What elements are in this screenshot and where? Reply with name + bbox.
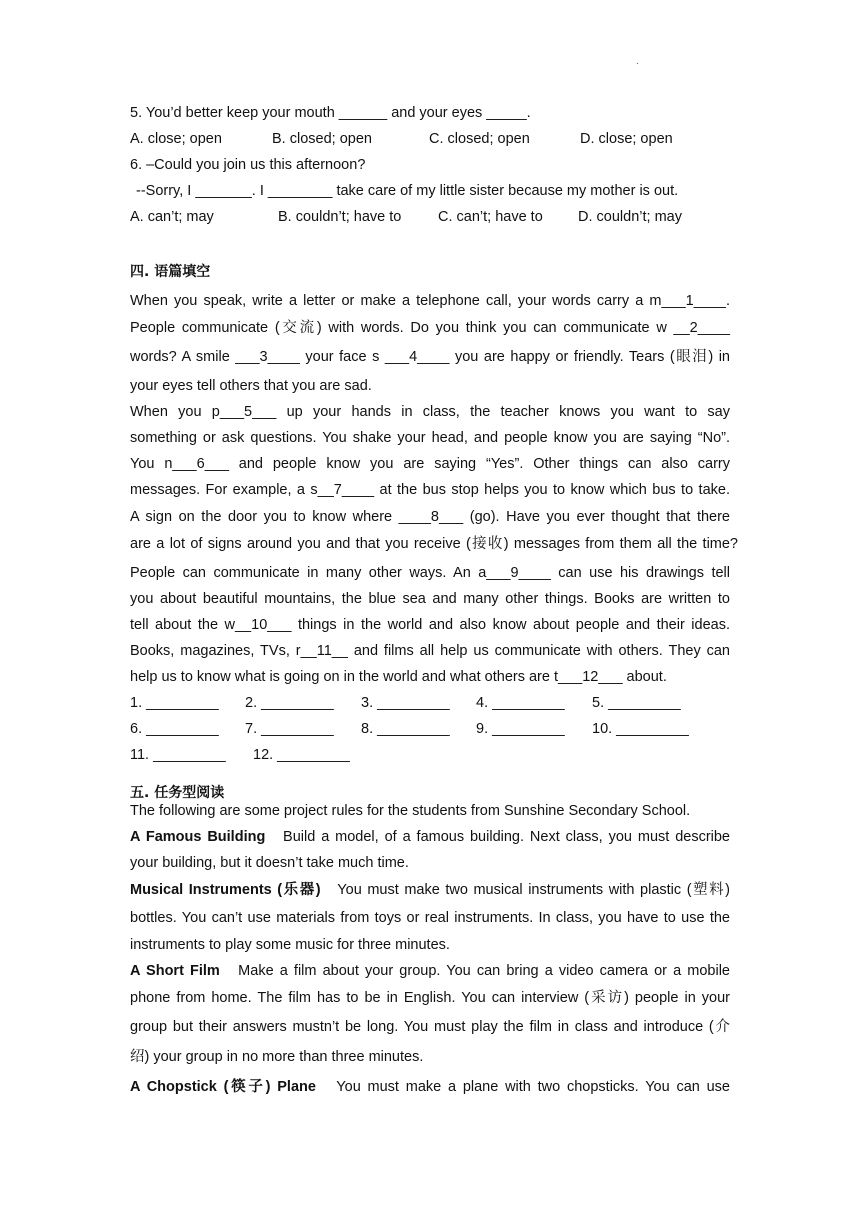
section-5-heading: 五. 任务型阅读 (130, 785, 225, 801)
q5-option-a: A. close; open (130, 131, 222, 147)
q6-option-a: A. can’t; may (130, 209, 214, 225)
q5-option-c: C. closed; open (429, 131, 530, 147)
cloze-line: are a lot of signs around you and that you receive (接收) messages from them all the time? (130, 536, 738, 552)
answer-blank-8[interactable]: 8. _________ (361, 721, 450, 737)
answer-blank-9[interactable]: 9. _________ (476, 721, 565, 737)
cloze-line: your eyes tell others that you are sad. (130, 378, 372, 394)
cloze-line: words? A smile ___3____ your face s ___4____ you are happy or friendly. Tears (眼泪) in (130, 349, 730, 365)
cloze-line: you about beautiful mountains, the blue sea and many other things. Books are written to (130, 591, 730, 607)
project-title: A Chopstick (筷子) Plane (130, 1079, 316, 1095)
question-6-reply: --Sorry, I _______. I ________ take care of my little sister because my mother is out. (136, 183, 679, 199)
cloze-line: messages. For example, a s__7____ at the bus stop helps you to know which bus to take. (130, 482, 730, 498)
q5-option-b: B. closed; open (272, 131, 372, 147)
answer-blank-7[interactable]: 7. _________ (245, 721, 334, 737)
project-text: You must make a plane with two chopsticks. You can use (336, 1079, 730, 1095)
cloze-line: Books, magazines, TVs, r__11__ and films all help us communicate with others. They can (130, 643, 730, 659)
task-intro: The following are some project rules for the students from Sunshine Secondary School. (130, 803, 691, 819)
cloze-line: help us to know what is going on in the world and what others are t___12___ about. (130, 669, 667, 685)
section-4-heading: 四. 语篇填空 (130, 264, 211, 280)
project-title: A Short Film (130, 963, 220, 979)
project-text: 绍) your group in no more than three minutes. (130, 1049, 424, 1065)
project-title: A Famous Building (130, 829, 266, 845)
project-text: your building, but it doesn’t take much time. (130, 855, 409, 871)
project-text: You must make two musical instruments with plastic (塑料) (337, 882, 730, 898)
question-5: 5. You’d better keep your mouth ______ and your eyes _____. (130, 105, 531, 121)
project-text: bottles. You can’t use materials from toys or real instruments. In class, you have to use the (130, 910, 730, 926)
cloze-line: When you speak, write a letter or make a telephone call, your words carry a m___1____. (130, 293, 730, 309)
project-musical-instruments (130, 881, 730, 899)
answer-blank-10[interactable]: 10. _________ (592, 721, 689, 737)
cloze-line: A sign on the door you to know where ____8___ (go). Have you ever thought that there (130, 509, 730, 525)
answer-blank-11[interactable]: 11. _________ (130, 747, 226, 763)
cloze-line: something or ask questions. You shake your head, and people know you are saying “No”. (130, 430, 730, 446)
project-chopstick-plane (130, 1078, 730, 1096)
project-text: group but their answers mustn’t be long. You must play the film in class and introduce (介 (130, 1019, 730, 1035)
project-text: Make a film about your group. You can bring a video camera or a mobile (238, 963, 731, 979)
answer-blank-2[interactable]: 2. _________ (245, 695, 334, 711)
answer-blank-1[interactable]: 1. _________ (130, 695, 219, 711)
q6-option-d: D. couldn’t; may (578, 209, 682, 225)
page-marker: . (636, 56, 639, 67)
q6-option-c: C. can’t; have to (438, 209, 543, 225)
project-short-film (130, 962, 730, 980)
cloze-line: When you p___5___ up your hands in class, the teacher knows you want to say (130, 404, 730, 420)
answer-blank-5[interactable]: 5. _________ (592, 695, 681, 711)
project-text: instruments to play some music for three minutes. (130, 937, 450, 953)
answer-blank-12[interactable]: 12. _________ (253, 747, 350, 763)
q5-option-d: D. close; open (580, 131, 673, 147)
project-title: Musical Instruments (乐器) (130, 882, 321, 898)
cloze-line: tell about the w__10___ things in the world and also know about people and their ideas. (130, 617, 730, 633)
project-famous-building (130, 828, 730, 846)
project-text: Build a model, of a famous building. Next class, you must describe (283, 829, 730, 845)
project-text: phone from home. The film has to be in English. You can interview (采访) people in your (130, 990, 730, 1006)
question-6: 6. –Could you join us this afternoon? (130, 157, 366, 173)
cloze-line: People can communicate in many other ways. An a___9____ can use his drawings tell (130, 565, 730, 581)
answer-blank-4[interactable]: 4. _________ (476, 695, 565, 711)
cloze-line: You n___6___ and people know you are saying “Yes”. Other things can also carry (130, 456, 730, 472)
q6-option-b: B. couldn’t; have to (278, 209, 402, 225)
answer-blank-3[interactable]: 3. _________ (361, 695, 450, 711)
cloze-line: People communicate (交流) with words. Do you think you can communicate w __2____ (130, 320, 730, 336)
answer-blank-6[interactable]: 6. _________ (130, 721, 219, 737)
